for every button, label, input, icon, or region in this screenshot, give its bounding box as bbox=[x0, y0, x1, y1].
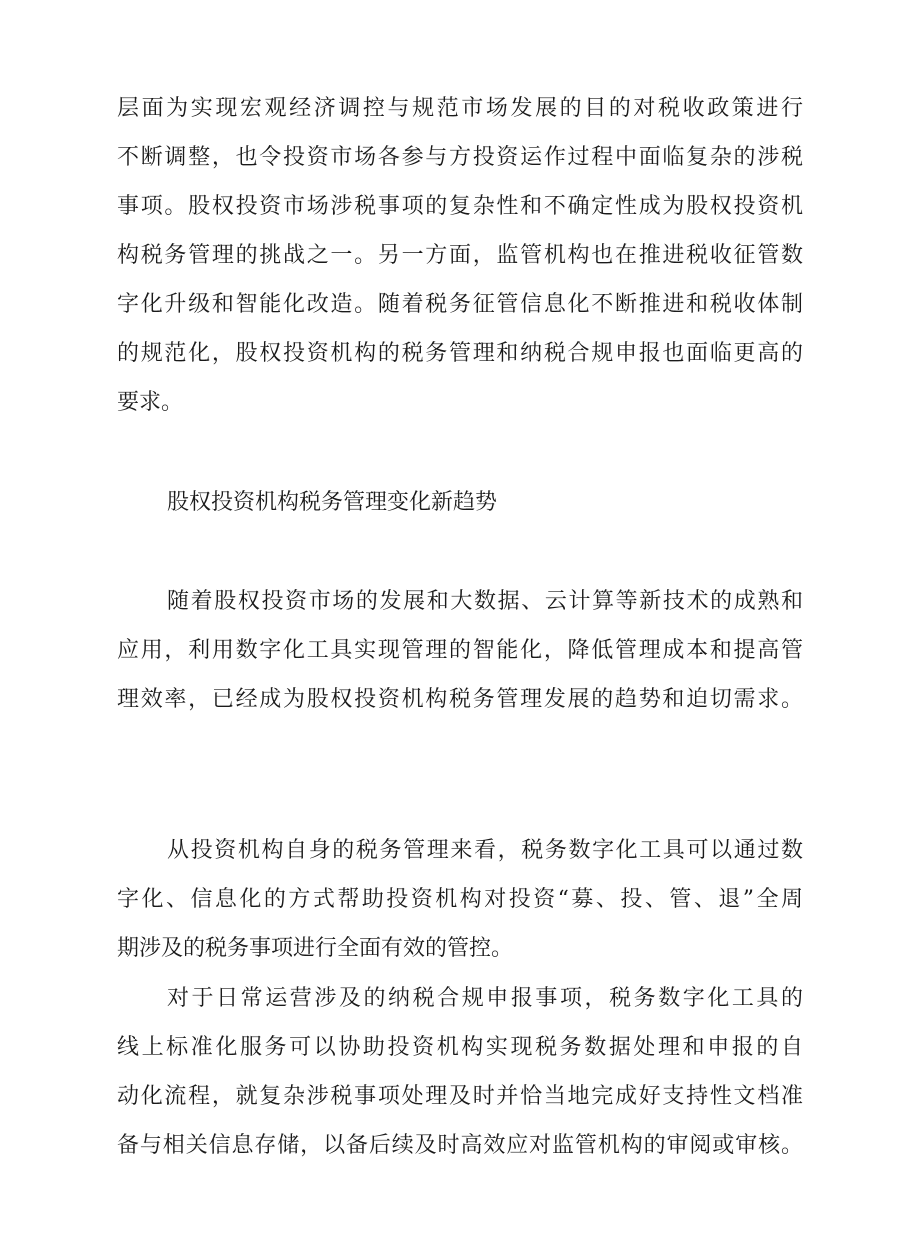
paragraph-2-line-2: 应用，利用数字化工具实现管理的智能化，降低管理成本和提高管 bbox=[117, 638, 803, 663]
paragraph-4-line-4: 备与相关信息存储，以备后续及时高效应对监管机构的审阅或审核。 bbox=[117, 1133, 803, 1158]
paragraph-1-line-6: 的规范化，股权投资机构的税务管理和纳税合规申报也面临更高的 bbox=[117, 341, 803, 366]
paragraph-3-line-2: 字化、信息化的方式帮助投资机构对投资“募、投、管、退”全周 bbox=[117, 887, 803, 912]
paragraph-1-line-4: 构税务管理的挑战之一。另一方面，监管机构也在推进税收征管数 bbox=[117, 243, 803, 268]
paragraph-3-line-1: 从投资机构自身的税务管理来看，税务数字化工具可以通过数 bbox=[167, 838, 803, 863]
paragraph-1-line-2: 不断调整，也令投资市场各参与方投资运作过程中面临复杂的涉税 bbox=[117, 145, 803, 170]
paragraph-1-line-3: 事项。股权投资市场涉税事项的复杂性和不确定性成为股权投资机 bbox=[117, 194, 803, 219]
paragraph-1-line-5: 字化升级和智能化改造。随着税务征管信息化不断推进和税收体制 bbox=[117, 292, 803, 317]
paragraph-1-line-1: 层面为实现宏观经济调控与规范市场发展的目的对税收政策进行 bbox=[117, 96, 803, 121]
paragraph-4-line-2: 线上标准化服务可以协助投资机构实现税务数据处理和申报的自 bbox=[117, 1035, 803, 1060]
paragraph-1-line-7: 要求。 bbox=[117, 390, 184, 415]
paragraph-4-line-1: 对于日常运营涉及的纳税合规申报事项，税务数字化工具的 bbox=[167, 986, 803, 1011]
paragraph-2-line-3: 理效率，已经成为股权投资机构税务管理发展的趋势和迫切需求。 bbox=[117, 687, 803, 712]
paragraph-3-line-3: 期涉及的税务事项进行全面有效的管控。 bbox=[117, 936, 514, 961]
paragraph-2-line-1: 随着股权投资市场的发展和大数据、云计算等新技术的成熟和 bbox=[167, 589, 803, 614]
paragraph-4-line-3: 动化流程，就复杂涉税事项处理及时并恰当地完成好支持性文档准 bbox=[117, 1084, 803, 1109]
section-heading: 股权投资机构税务管理变化新趋势 bbox=[167, 490, 498, 515]
